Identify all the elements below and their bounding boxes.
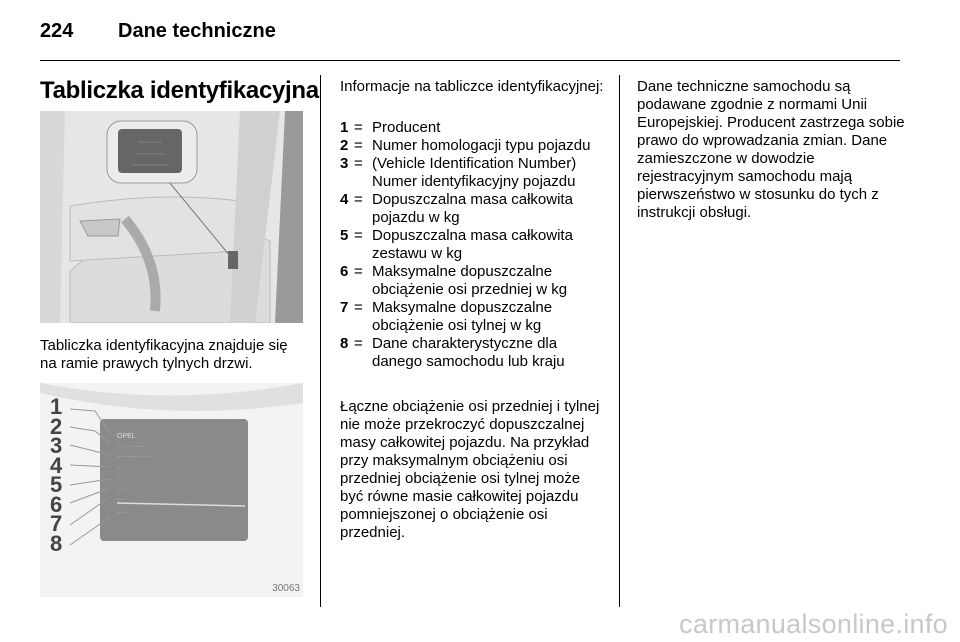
axle-load-paragraph: Łączne obciążenie osi przedniej i tylnej nie może przekroczyć dopuszczalnej masy całkowitej pojazdu. Na przykład przy maksymalnym obciążeniu osi przedniej obciążenie osi tylnej może być równe masie całkowitej pojazdu pomniejszonej o obciążenie osi przedniej. (340, 398, 600, 541)
legend-equals: = (354, 155, 363, 172)
legend-number: 3 (340, 155, 349, 172)
legend-number: 4 (340, 191, 349, 208)
legend-equals: = (354, 227, 363, 244)
page-number: 224 (40, 20, 74, 42)
svg-text:⋯⋯⋯⋯⋯: ⋯⋯⋯⋯⋯ (135, 152, 165, 158)
legend-equals: = (354, 263, 363, 280)
callout-number: 2 (50, 413, 63, 439)
legend-number: 5 (340, 227, 349, 244)
legend-equals: = (354, 119, 363, 136)
plate-location-text: Tabliczka identyfikacyjna znajduje się na ramie prawych tylnych drzwi. (40, 337, 288, 372)
svg-text:⋯⋯⋯⋯: ⋯⋯⋯⋯ (138, 140, 162, 146)
legend-number: 1 (340, 119, 349, 136)
technical-data-note: Dane techniczne samochodu są podawane zgodnie z normami Unii Europejskiej. Producent zastrzega sobie prawo do wprowadzania zmian. Dane zamieszczone w dowodzie rejestracyjnym samochodu mają pierwszeństwo w stosunku do tych z instrukcji obsługi. (637, 78, 905, 221)
callout-number: 7 (50, 511, 63, 536)
legend-text: Dopuszczalna masa całkowita zestawu w kg (372, 227, 573, 262)
legend-text: Dopuszczalna masa całkowita pojazdu w kg (372, 191, 573, 226)
legend-equals: = (354, 137, 363, 154)
svg-text:····: ···· (117, 465, 124, 471)
identification-plate-illustration (40, 383, 303, 597)
legend-text: Numer homologacji typu pojazdu (372, 137, 591, 154)
callout-number: 1 (50, 394, 63, 419)
callout-number: 8 (50, 530, 63, 556)
legend-number: 8 (340, 335, 349, 352)
legend-intro: Informacje na tabliczce identyfikacyjnej: (340, 78, 604, 95)
legend-equals: = (354, 335, 363, 352)
svg-text:····: ···· (117, 476, 124, 482)
svg-text:·· ··· ···· ·····: ·· ··· ···· ····· (117, 444, 145, 450)
plate-brand: OPEL (117, 433, 136, 440)
callout-number: 3 (50, 433, 63, 458)
legend-text: Maksymalne dopuszczalne obciążenie osi tylnej w kg (372, 299, 553, 334)
legend-text: Producent (372, 119, 441, 136)
door-frame-illustration (40, 111, 303, 323)
svg-text:·····: ····· (117, 497, 126, 503)
legend-text: Maksymalne dopuszczalne obciążenie osi przedniej w kg (372, 263, 568, 298)
svg-text:···· ······· ·······: ···· ······· ······· (117, 454, 150, 460)
legend-text: (Vehicle Identification Number) Numer identyfikacyjny pojazdu (372, 155, 577, 190)
legend-number: 7 (340, 299, 349, 316)
header-rule (40, 60, 900, 61)
column-divider (320, 75, 321, 607)
chapter-title: Dane techniczne (118, 20, 276, 42)
legend-equals: = (354, 299, 363, 316)
svg-text:·····: ····· (117, 487, 126, 493)
legend-list (340, 119, 602, 371)
figure-id: 30063 (272, 583, 300, 594)
callout-number: 4 (50, 452, 63, 478)
column-divider (619, 75, 620, 607)
legend-equals: = (354, 191, 363, 208)
watermark: carmanualsonline.info (679, 609, 948, 639)
svg-text:⋯⋯⋯⋯⋯⋯: ⋯⋯⋯⋯⋯⋯ (132, 163, 168, 169)
legend-number: 2 (340, 137, 349, 154)
section-title: Tabliczka identyfikacyjna (40, 77, 319, 104)
svg-text:·····: ····· (117, 510, 126, 516)
callout-number: 6 (50, 491, 63, 517)
callout-number: 5 (50, 472, 63, 497)
legend-text: Dane charakterystyczne dla danego samochodu lub kraju (372, 335, 565, 370)
legend-number: 6 (340, 263, 349, 280)
